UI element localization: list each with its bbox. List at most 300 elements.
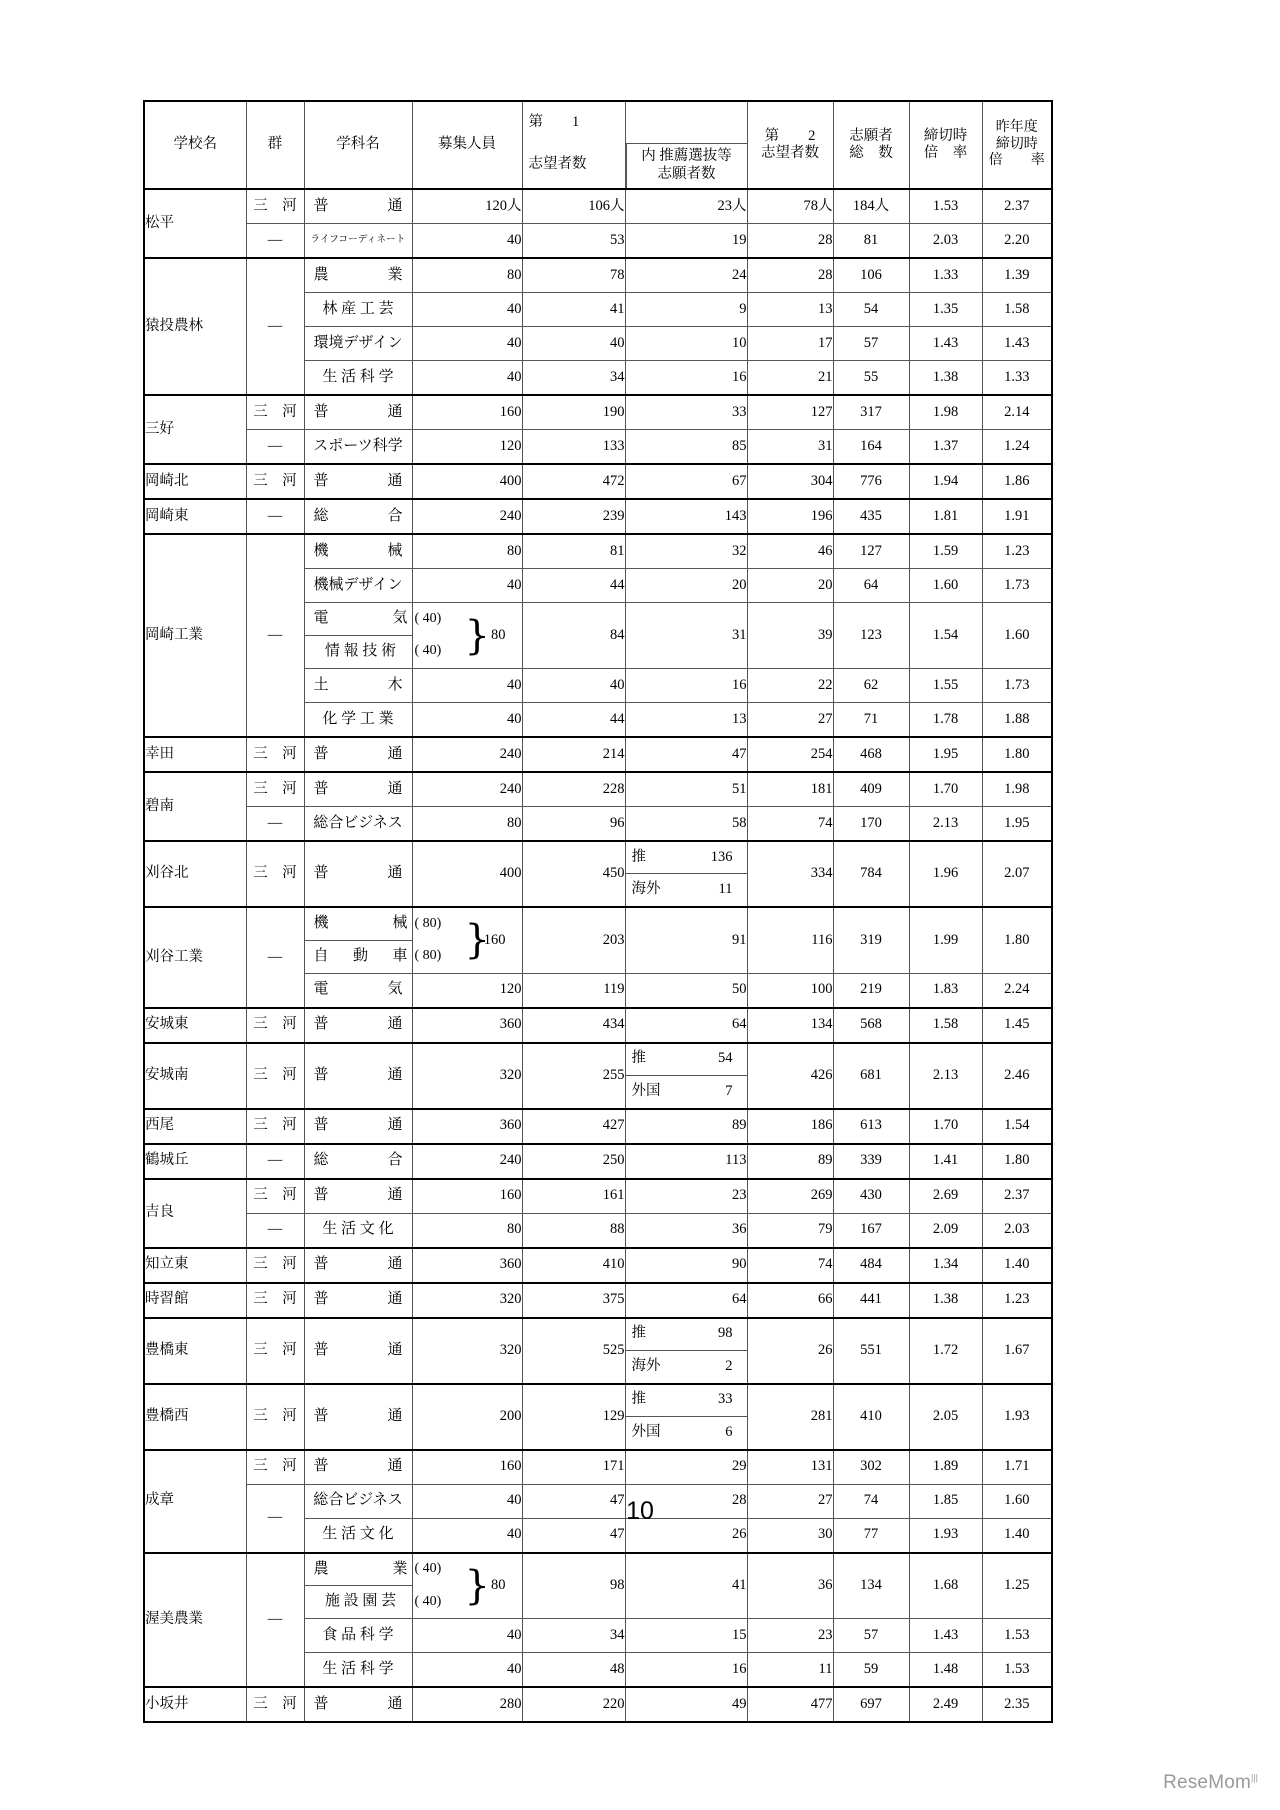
cell-inner-recommendation: 51: [625, 772, 747, 807]
header-second-choice: 第 2 志望者数: [747, 101, 833, 189]
cell-last-year-ratio: 1.23: [982, 1283, 1052, 1318]
cell-last-year-ratio: 1.88: [982, 703, 1052, 738]
cell-department-group: [304, 603, 412, 669]
cell-ratio: 1.89: [909, 1450, 982, 1485]
sub-capacity: ( 40): [414, 643, 442, 659]
cell-gun: —: [246, 534, 304, 737]
table-row: [144, 1318, 1052, 1384]
cell-last-year-ratio: 1.93: [982, 1384, 1052, 1450]
cell-capacity: 40: [412, 569, 522, 603]
cell-capacity-group: [412, 603, 522, 669]
cell-first-choice: 34: [522, 361, 625, 396]
resemom-watermark: [1163, 1772, 1258, 1794]
inner-split-value: 6: [725, 1423, 733, 1440]
brace-glyph: }: [464, 1562, 490, 1609]
brace-glyph: }: [464, 917, 490, 964]
cell-capacity: 120人: [412, 189, 522, 224]
cell-department: 総合ビジネス: [304, 1484, 412, 1518]
cell-gun: 三 河: [246, 1043, 304, 1109]
cell-second-choice: 116: [747, 907, 833, 973]
cell-ratio: 1.98: [909, 395, 982, 430]
table-row: [144, 737, 1052, 772]
cell-total-applicants: 302: [833, 1450, 909, 1485]
admissions-statistics-table: [143, 100, 1053, 1723]
cell-inner-recommendation: 32: [625, 534, 747, 569]
cell-total-applicants: 319: [833, 907, 909, 973]
cell-department: 普 通: [304, 1283, 412, 1318]
cell-second-choice: 74: [747, 807, 833, 842]
cell-school-name: 松平: [144, 189, 246, 258]
cell-ratio: 1.35: [909, 293, 982, 327]
cell-ratio: 1.38: [909, 1283, 982, 1318]
cell-second-choice: 181: [747, 772, 833, 807]
cell-second-choice: 11: [747, 1653, 833, 1688]
cell-school-name: 西尾: [144, 1109, 246, 1144]
sub-capacity: ( 40): [414, 1561, 442, 1577]
cell-last-year-ratio: 1.58: [982, 293, 1052, 327]
cell-ratio: 1.33: [909, 258, 982, 293]
cell-first-choice: 88: [522, 1213, 625, 1248]
cell-school-name: 刈谷北: [144, 841, 246, 907]
cell-school-name: 碧南: [144, 772, 246, 841]
cell-inner-recommendation-split: [625, 1384, 747, 1450]
cell-ratio: 1.94: [909, 464, 982, 499]
cell-department: 生 活 文 化: [304, 1213, 412, 1248]
cell-department: 総 合: [304, 499, 412, 534]
cell-last-year-ratio: 2.03: [982, 1213, 1052, 1248]
cell-first-choice: 41: [522, 293, 625, 327]
cell-ratio: 2.09: [909, 1213, 982, 1248]
cell-total-applicants: 57: [833, 1619, 909, 1653]
inner-split-row: [626, 1417, 747, 1449]
cell-department: 生 活 科 学: [304, 1653, 412, 1688]
cell-gun: —: [246, 1484, 304, 1553]
cell-inner-recommendation: 16: [625, 1653, 747, 1688]
cell-total-applicants: 613: [833, 1109, 909, 1144]
cell-total-applicants: 435: [833, 499, 909, 534]
inner-split-label: 海外: [631, 1357, 661, 1374]
cell-total-applicants: 123: [833, 603, 909, 669]
cell-total-applicants: 164: [833, 430, 909, 465]
header-school: [144, 101, 246, 189]
cell-ratio: 1.68: [909, 1553, 982, 1619]
cell-gun: —: [246, 258, 304, 395]
cell-first-choice: 228: [522, 772, 625, 807]
cell-first-choice: 214: [522, 737, 625, 772]
cell-total-applicants: 776: [833, 464, 909, 499]
cell-last-year-ratio: 2.07: [982, 841, 1052, 907]
cell-first-choice: 129: [522, 1384, 625, 1450]
header-row: [144, 101, 1052, 189]
cell-second-choice: 21: [747, 361, 833, 396]
cell-second-choice: 31: [747, 430, 833, 465]
cell-second-choice: 66: [747, 1283, 833, 1318]
header-gun: [246, 101, 304, 189]
cell-first-choice: 44: [522, 569, 625, 603]
cell-inner-recommendation: 29: [625, 1450, 747, 1485]
cell-gun: 三 河: [246, 1283, 304, 1318]
cell-inner-recommendation: 10: [625, 327, 747, 361]
cell-ratio: 1.58: [909, 1008, 982, 1043]
cell-inner-recommendation: 9: [625, 293, 747, 327]
inner-split-value: 33: [718, 1391, 733, 1408]
cell-department: 普 通: [304, 737, 412, 772]
cell-total-applicants: 55: [833, 361, 909, 396]
cell-gun: 三 河: [246, 1384, 304, 1450]
department-sub-name: 情 報 技 術: [324, 643, 397, 660]
cell-ratio: 2.13: [909, 1043, 982, 1109]
cell-last-year-ratio: 1.40: [982, 1518, 1052, 1553]
cell-ratio: 1.81: [909, 499, 982, 534]
header-capacity-label: 募集人員: [438, 136, 496, 153]
cell-ratio: 1.37: [909, 430, 982, 465]
cell-school-name: 小坂井: [144, 1687, 246, 1722]
cell-capacity: 160: [412, 1450, 522, 1485]
cell-ratio: 1.96: [909, 841, 982, 907]
cell-gun: —: [246, 1213, 304, 1248]
cell-ratio: 1.55: [909, 669, 982, 703]
cell-total-applicants: 484: [833, 1248, 909, 1283]
cell-first-choice: 53: [522, 224, 625, 259]
cell-gun: —: [246, 907, 304, 1008]
header-gun-label: 群: [267, 136, 283, 153]
cell-total-applicants: 57: [833, 327, 909, 361]
table-row: [144, 807, 1052, 842]
cell-last-year-ratio: 1.43: [982, 327, 1052, 361]
cell-department: 普 通: [304, 841, 412, 907]
cell-second-choice: 78人: [747, 189, 833, 224]
cell-department: 生 活 科 学: [304, 361, 412, 396]
cell-first-choice: 106人: [522, 189, 625, 224]
cell-school-name: 渥美農業: [144, 1553, 246, 1688]
department-sub-name: 機 械: [305, 908, 412, 941]
cell-first-choice: 47: [522, 1518, 625, 1553]
inner-split-row: [626, 874, 747, 906]
cell-ratio: 1.72: [909, 1318, 982, 1384]
cell-inner-recommendation: 24: [625, 258, 747, 293]
header-department-label: 学科名: [336, 136, 380, 153]
table-row: [144, 534, 1052, 569]
cell-gun: 三 河: [246, 464, 304, 499]
header-ratio: 締切時 倍 率: [909, 101, 982, 189]
inner-split-label: 外国: [631, 1423, 661, 1440]
cell-ratio: 1.60: [909, 569, 982, 603]
cell-ratio: 1.83: [909, 973, 982, 1008]
cell-inner-recommendation: 67: [625, 464, 747, 499]
cell-capacity: 120: [412, 973, 522, 1008]
cell-department: 普 通: [304, 772, 412, 807]
cell-inner-recommendation: 47: [625, 737, 747, 772]
cell-department-group: [304, 1553, 412, 1619]
cell-gun: 三 河: [246, 1109, 304, 1144]
cell-second-choice: 27: [747, 1484, 833, 1518]
table-row: [144, 1213, 1052, 1248]
cell-last-year-ratio: 2.14: [982, 395, 1052, 430]
inner-split-value: 54: [718, 1050, 733, 1067]
cell-capacity: 40: [412, 703, 522, 738]
cell-last-year-ratio: 1.80: [982, 907, 1052, 973]
cell-last-year-ratio: 1.86: [982, 464, 1052, 499]
cell-gun: —: [246, 224, 304, 259]
cell-department: 化 学 工 業: [304, 703, 412, 738]
cell-capacity-value: 80: [491, 626, 506, 643]
cell-total-applicants: 77: [833, 1518, 909, 1553]
cell-department: 食 品 科 学: [304, 1619, 412, 1653]
cell-ratio: 1.70: [909, 1109, 982, 1144]
cell-department: 普 通: [304, 1687, 412, 1722]
cell-ratio: 2.03: [909, 224, 982, 259]
table-row: [144, 1450, 1052, 1485]
cell-first-choice: 47: [522, 1484, 625, 1518]
cell-capacity-value: 160: [483, 931, 506, 948]
sub-capacity: ( 40): [414, 1593, 442, 1609]
table-row: [144, 1248, 1052, 1283]
inner-split-label: 推: [631, 848, 646, 865]
header-school-label: 学校名: [173, 136, 217, 153]
cell-first-choice: 84: [522, 603, 625, 669]
cell-department: 電 気: [304, 973, 412, 1008]
cell-gun: 三 河: [246, 1008, 304, 1043]
cell-first-choice: 171: [522, 1450, 625, 1485]
table-row: [144, 1283, 1052, 1318]
cell-capacity-group: [412, 907, 522, 973]
inner-split-label: 外国: [631, 1082, 661, 1099]
cell-inner-recommendation: 23: [625, 1179, 747, 1214]
cell-department: 普 通: [304, 1248, 412, 1283]
table-row: [144, 1043, 1052, 1109]
table-row: [144, 907, 1052, 973]
department-sub-name: 農 業: [305, 1554, 412, 1587]
cell-last-year-ratio: 2.37: [982, 1179, 1052, 1214]
cell-capacity: 360: [412, 1008, 522, 1043]
cell-second-choice: 23: [747, 1619, 833, 1653]
cell-first-choice: 427: [522, 1109, 625, 1144]
cell-first-choice: 98: [522, 1553, 625, 1619]
cell-capacity: 240: [412, 1144, 522, 1179]
cell-department: 土 木: [304, 669, 412, 703]
cell-total-applicants: 697: [833, 1687, 909, 1722]
cell-school-name: 安城南: [144, 1043, 246, 1109]
header-total-applicants: 志願者 総 数: [833, 101, 909, 189]
table-row: [144, 1008, 1052, 1043]
cell-inner-recommendation: 89: [625, 1109, 747, 1144]
cell-total-applicants: 219: [833, 973, 909, 1008]
cell-ratio: 2.05: [909, 1384, 982, 1450]
cell-capacity: 320: [412, 1318, 522, 1384]
cell-school-name: 豊橋西: [144, 1384, 246, 1450]
table-row: [144, 430, 1052, 465]
cell-inner-recommendation: 16: [625, 669, 747, 703]
cell-inner-recommendation: 113: [625, 1144, 747, 1179]
cell-gun: 三 河: [246, 1687, 304, 1722]
cell-school-name: 吉良: [144, 1179, 246, 1248]
cell-last-year-ratio: 1.53: [982, 1619, 1052, 1653]
cell-second-choice: 127: [747, 395, 833, 430]
inner-split-value: 98: [718, 1325, 733, 1342]
cell-capacity: 240: [412, 499, 522, 534]
cell-total-applicants: 468: [833, 737, 909, 772]
cell-first-choice: 48: [522, 1653, 625, 1688]
cell-school-name: 幸田: [144, 737, 246, 772]
cell-first-choice: 239: [522, 499, 625, 534]
cell-inner-recommendation: 143: [625, 499, 747, 534]
cell-department: 環境デザイン: [304, 327, 412, 361]
table-row: [144, 499, 1052, 534]
cell-gun: 三 河: [246, 189, 304, 224]
cell-last-year-ratio: 1.73: [982, 569, 1052, 603]
cell-department: 機 械: [304, 534, 412, 569]
cell-capacity: 360: [412, 1248, 522, 1283]
cell-capacity: 360: [412, 1109, 522, 1144]
cell-gun: —: [246, 499, 304, 534]
admissions-table-wrapper: [143, 100, 1045, 1723]
watermark-mark: |||: [1250, 1772, 1258, 1783]
cell-last-year-ratio: 1.80: [982, 737, 1052, 772]
cell-capacity: 120: [412, 430, 522, 465]
header-first-choice-line1: 第 1: [528, 114, 580, 131]
header-inner-box: 内 推薦選抜等 志願者数: [626, 143, 747, 188]
cell-ratio: 1.93: [909, 1518, 982, 1553]
cell-capacity: 40: [412, 327, 522, 361]
cell-gun: 三 河: [246, 1179, 304, 1214]
cell-capacity: 240: [412, 737, 522, 772]
cell-total-applicants: 81: [833, 224, 909, 259]
cell-second-choice: 281: [747, 1384, 833, 1450]
cell-department: ライフコーディネート: [304, 224, 412, 259]
sub-capacity: ( 40): [414, 610, 442, 626]
cell-second-choice: 79: [747, 1213, 833, 1248]
cell-first-choice: 78: [522, 258, 625, 293]
cell-ratio: 1.41: [909, 1144, 982, 1179]
cell-last-year-ratio: 1.98: [982, 772, 1052, 807]
cell-first-choice: 40: [522, 327, 625, 361]
cell-total-applicants: 62: [833, 669, 909, 703]
cell-second-choice: 304: [747, 464, 833, 499]
cell-inner-recommendation: 31: [625, 603, 747, 669]
cell-gun: 三 河: [246, 772, 304, 807]
cell-first-choice: 96: [522, 807, 625, 842]
cell-inner-recommendation-split: [625, 1043, 747, 1109]
cell-total-applicants: 71: [833, 703, 909, 738]
cell-gun: —: [246, 807, 304, 842]
cell-last-year-ratio: 1.73: [982, 669, 1052, 703]
cell-school-name: 猿投農林: [144, 258, 246, 395]
cell-last-year-ratio: 1.45: [982, 1008, 1052, 1043]
cell-second-choice: 334: [747, 841, 833, 907]
page-number: 10: [626, 1497, 654, 1525]
header-inner-recommendation: [625, 101, 747, 189]
cell-second-choice: 36: [747, 1553, 833, 1619]
cell-total-applicants: 134: [833, 1553, 909, 1619]
cell-ratio: 1.99: [909, 907, 982, 973]
cell-last-year-ratio: 1.95: [982, 807, 1052, 842]
inner-split-row: [626, 1385, 747, 1417]
table-row: [144, 841, 1052, 907]
cell-inner-recommendation: 23人: [625, 189, 747, 224]
cell-department: 普 通: [304, 1179, 412, 1214]
cell-capacity: 320: [412, 1283, 522, 1318]
cell-school-name: 岡崎東: [144, 499, 246, 534]
cell-inner-recommendation: 64: [625, 1283, 747, 1318]
cell-second-choice: 134: [747, 1008, 833, 1043]
cell-last-year-ratio: 2.37: [982, 189, 1052, 224]
cell-second-choice: 27: [747, 703, 833, 738]
cell-last-year-ratio: 2.20: [982, 224, 1052, 259]
cell-capacity: 40: [412, 224, 522, 259]
cell-school-name: 鶴城丘: [144, 1144, 246, 1179]
cell-last-year-ratio: 1.54: [982, 1109, 1052, 1144]
table-row: [144, 224, 1052, 259]
cell-school-name: 安城東: [144, 1008, 246, 1043]
cell-department: 農 業: [304, 258, 412, 293]
table-row: [144, 1109, 1052, 1144]
cell-department: 機械デザイン: [304, 569, 412, 603]
cell-last-year-ratio: 1.91: [982, 499, 1052, 534]
cell-total-applicants: 64: [833, 569, 909, 603]
cell-second-choice: 426: [747, 1043, 833, 1109]
cell-department: 普 通: [304, 1450, 412, 1485]
cell-gun: 三 河: [246, 737, 304, 772]
table-row: [144, 258, 1052, 293]
cell-inner-recommendation: 26: [625, 1518, 747, 1553]
cell-capacity: 240: [412, 772, 522, 807]
cell-capacity: 160: [412, 1179, 522, 1214]
inner-split-row: [626, 1044, 747, 1076]
cell-first-choice: 410: [522, 1248, 625, 1283]
cell-first-choice: 450: [522, 841, 625, 907]
department-sub-name: 自 動 車: [313, 947, 408, 964]
cell-second-choice: 30: [747, 1518, 833, 1553]
cell-total-applicants: 410: [833, 1384, 909, 1450]
cell-capacity: 280: [412, 1687, 522, 1722]
cell-total-applicants: 681: [833, 1043, 909, 1109]
inner-split-label: 推: [631, 1325, 646, 1342]
cell-ratio: 1.78: [909, 703, 982, 738]
cell-school-name: 知立東: [144, 1248, 246, 1283]
cell-capacity-value: 80: [491, 1577, 506, 1594]
cell-inner-recommendation: 13: [625, 703, 747, 738]
cell-department: 普 通: [304, 464, 412, 499]
cell-school-name: 時習館: [144, 1283, 246, 1318]
cell-gun: 三 河: [246, 1248, 304, 1283]
cell-first-choice: 255: [522, 1043, 625, 1109]
cell-capacity: 80: [412, 258, 522, 293]
cell-second-choice: 477: [747, 1687, 833, 1722]
cell-capacity: 40: [412, 669, 522, 703]
inner-split-label: 推: [631, 1050, 646, 1067]
cell-second-choice: 100: [747, 973, 833, 1008]
cell-inner-recommendation: 16: [625, 361, 747, 396]
cell-first-choice: 434: [522, 1008, 625, 1043]
cell-inner-recommendation-split: [625, 1318, 747, 1384]
inner-split-label: 海外: [631, 881, 661, 898]
cell-ratio: 2.49: [909, 1687, 982, 1722]
cell-inner-recommendation: 64: [625, 1008, 747, 1043]
cell-last-year-ratio: 1.80: [982, 1144, 1052, 1179]
cell-first-choice: 203: [522, 907, 625, 973]
table-row: [144, 1553, 1052, 1619]
cell-ratio: 1.43: [909, 1619, 982, 1653]
cell-first-choice: 190: [522, 395, 625, 430]
cell-first-choice: 40: [522, 669, 625, 703]
inner-split-row: [626, 842, 747, 874]
cell-total-applicants: 74: [833, 1484, 909, 1518]
inner-split-value: 136: [710, 848, 733, 865]
cell-second-choice: 46: [747, 534, 833, 569]
cell-total-applicants: 317: [833, 395, 909, 430]
cell-gun: 三 河: [246, 395, 304, 430]
cell-last-year-ratio: 2.24: [982, 973, 1052, 1008]
